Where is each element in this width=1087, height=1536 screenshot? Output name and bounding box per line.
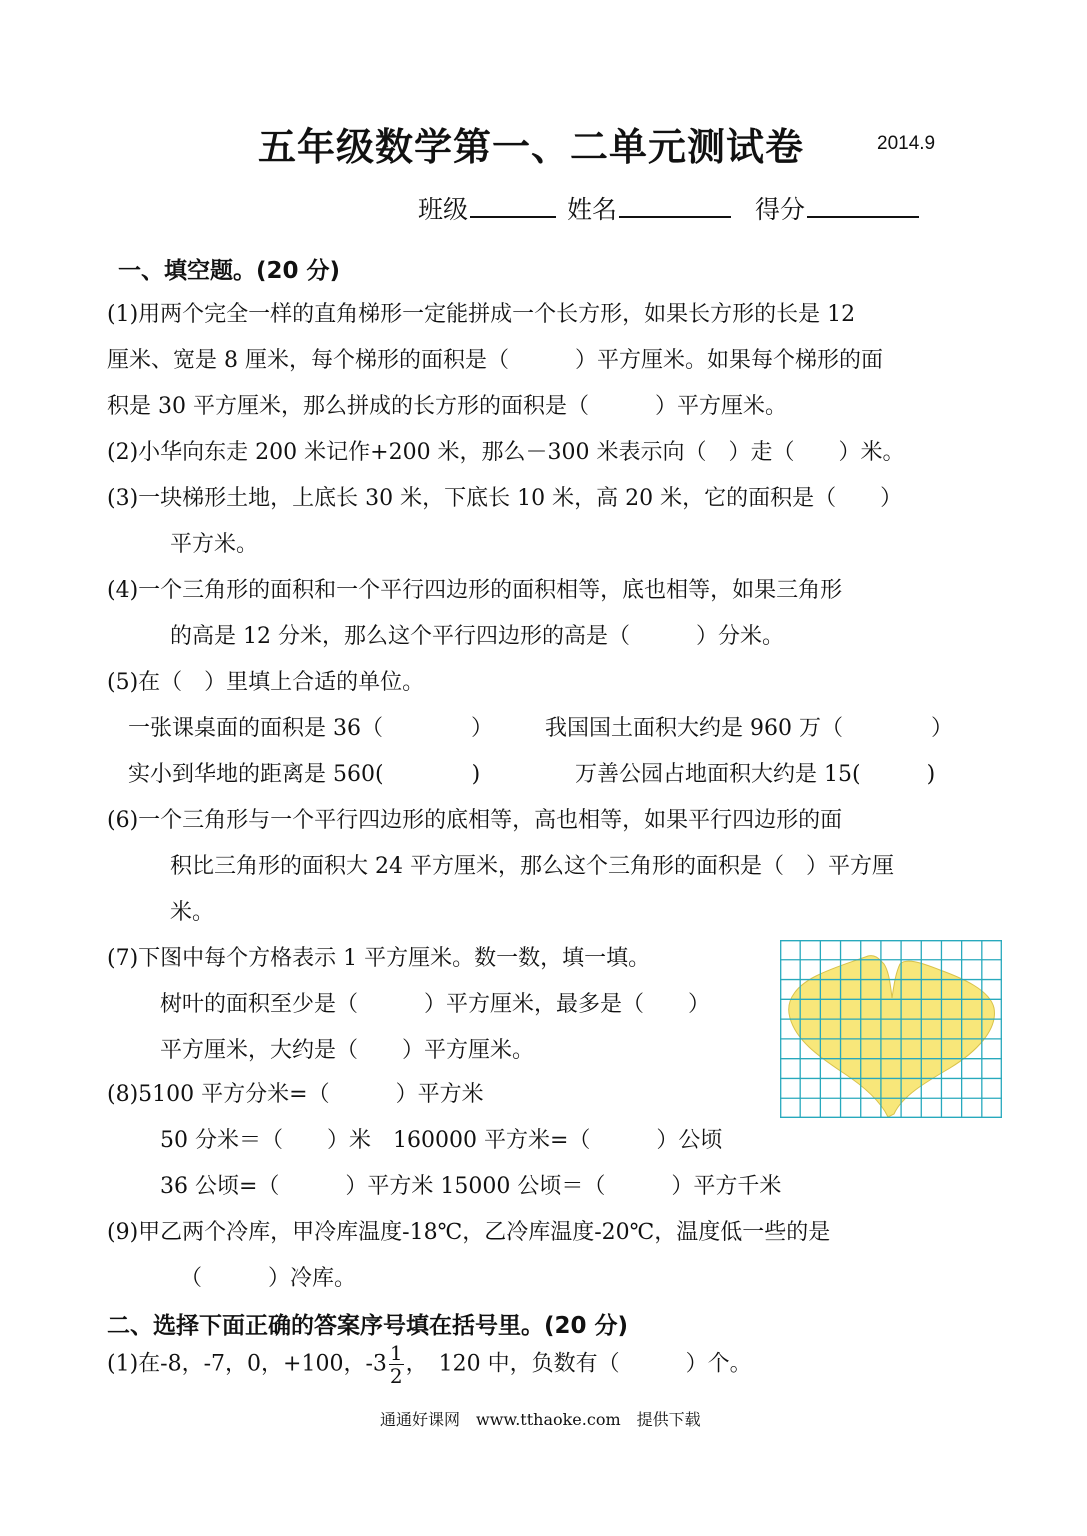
question-line: (5)在（ ）里填上合适的单位。 — [107, 670, 425, 695]
fraction — [389, 1342, 404, 1387]
section-2-heading: 二、选择下面正确的答案序号填在括号里。(20 分) — [107, 1313, 629, 1339]
name-label: 姓名 — [567, 195, 618, 224]
question-line: 平方厘米，大约是（ ）平方厘米。 — [160, 1038, 535, 1063]
choice-question-1-end: ， 120 中，负数有（ ）个。 — [405, 1351, 752, 1377]
question-line: 一张课桌面的面积是 36（ ） — [128, 716, 493, 741]
question-line: 实小到华地的距离是 560( ) — [128, 762, 481, 787]
question-line: (1)用两个完全一样的直角梯形一定能拼成一个长方形，如果长方形的长是 12 — [107, 302, 856, 327]
question-line: (3)一块梯形土地，上底长 30 米，下底长 10 米，高 20 米，它的面积是（ ） — [107, 486, 903, 511]
question-line: 米。 — [170, 900, 215, 925]
class-field — [418, 190, 556, 226]
footer-credit: 通通好课网 www.tthaoke.com 提供下载 — [380, 1410, 701, 1429]
question-line: (8)5100 平方分米=（ ）平方米 — [107, 1082, 484, 1107]
exam-date: 2014.9 — [877, 133, 936, 154]
leaf-grid-figure — [780, 940, 1002, 1118]
question-line: (4)一个三角形的面积和一个平行四边形的面积相等，底也相等，如果三角形 — [107, 578, 843, 603]
score-label: 得分 — [755, 195, 806, 224]
question-line: 积比三角形的面积大 24 平方厘米，那么这个三角形的面积是（ ）平方厘 — [170, 854, 894, 879]
question-line: (2)小华向东走 200 米记作+200 米，那么－300 米表示向（ ）走（ ）米。 — [107, 440, 905, 465]
question-line: (6)一个三角形与一个平行四边形的底相等，高也相等，如果平行四边形的面 — [107, 808, 843, 833]
question-line: 的高是 12 分米，那么这个平行四边形的高是（ ）分米。 — [170, 624, 784, 649]
name-field — [567, 190, 731, 226]
question-line: 平方米。 — [170, 532, 259, 557]
fraction-numerator: 1 — [389, 1341, 403, 1365]
class-blank[interactable] — [470, 192, 556, 218]
choice-question-1 — [107, 1342, 752, 1387]
question-line: 万善公园占地面积大约是 15( ) — [575, 762, 936, 787]
class-label: 班级 — [418, 195, 469, 224]
question-line: 积是 30 平方厘米，那么拼成的长方形的面积是（ ）平方厘米。 — [107, 394, 787, 419]
question-line: （ ）冷库。 — [180, 1266, 357, 1291]
score-blank[interactable] — [807, 192, 919, 218]
choice-question-1-start: (1)在-8，-7，0，+100，-3 — [107, 1351, 387, 1377]
section-1-heading: 一、填空题。(20 分) — [118, 258, 341, 284]
question-line: (7)下图中每个方格表示 1 平方厘米。数一数，填一填。 — [107, 946, 651, 971]
score-field — [755, 190, 919, 226]
question-line: 36 公顷=（ ）平方米 15000 公顷＝（ ）平方千米 — [160, 1174, 782, 1199]
question-line: (9)甲乙两个冷库，甲冷库温度-18℃，乙冷库温度-20℃，温度低一些的是 — [107, 1220, 831, 1245]
question-line: 树叶的面积至少是（ ）平方厘米，最多是（ ） — [160, 992, 711, 1017]
fraction-denominator: 2 — [389, 1364, 403, 1388]
page-title: 五年级数学第一、二单元测试卷 — [258, 125, 805, 169]
question-line: 50 分米＝（ ）米 160000 平方米=（ ）公顷 — [160, 1128, 723, 1153]
question-line: 厘米、宽是 8 厘米，每个梯形的面积是（ ）平方厘米。如果每个梯形的面 — [107, 348, 883, 373]
question-line: 我国国土面积大约是 960 万（ ） — [545, 716, 953, 741]
name-blank[interactable] — [619, 192, 731, 218]
